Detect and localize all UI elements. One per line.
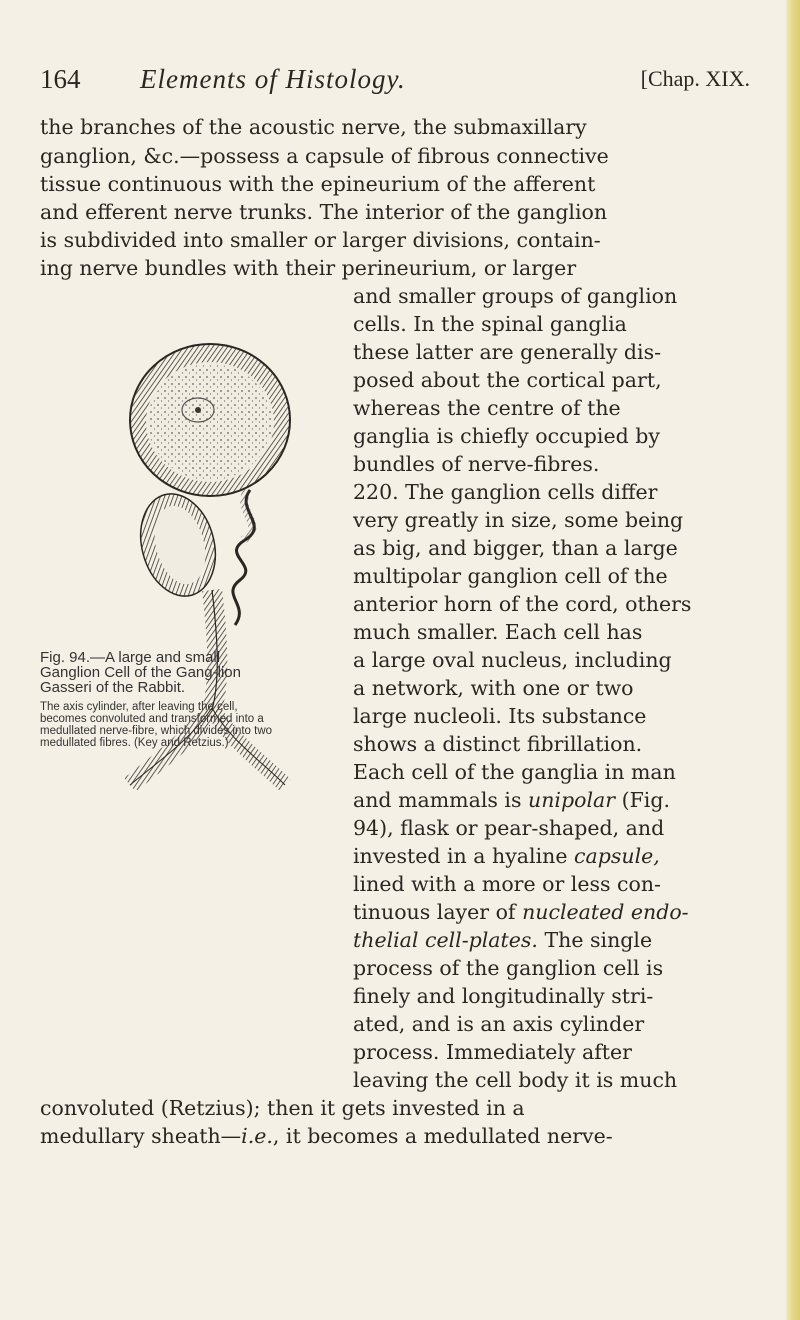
text-line: ated, and is an axis cylinder bbox=[353, 1012, 645, 1036]
text-line: tissue continuous with the epineurium of the afferent bbox=[40, 172, 596, 196]
text-line: ganglion, &c.—possess a capsule of fibrous connective bbox=[40, 144, 609, 168]
running-title: Elements of Histology. bbox=[140, 64, 406, 94]
text-line: these latter are generally dis- bbox=[353, 340, 662, 364]
text-line: a network, with one or two bbox=[353, 676, 634, 700]
italic-term: nucleated endo- bbox=[522, 900, 689, 924]
text-line: and mammals is unipolar (Fig. bbox=[353, 788, 670, 812]
text-line: process of the ganglion cell is bbox=[353, 956, 664, 980]
text-line: tinuous layer of nucleated endo- bbox=[353, 900, 689, 924]
text-line: medullary sheath—i.e., it becomes a medullated nerve- bbox=[40, 1124, 613, 1148]
text-line: 94), flask or pear-shaped, and bbox=[353, 816, 665, 840]
text-line: anterior horn of the cord, others bbox=[353, 592, 692, 616]
text-line: finely and longitudinally stri- bbox=[353, 984, 654, 1008]
text-line: thelial cell-plates. The single bbox=[353, 928, 653, 952]
text-line: a large oval nucleus, including bbox=[353, 648, 672, 672]
text-line: convoluted (Retzius); then it gets invested in a bbox=[40, 1096, 525, 1120]
chapter-label: [Chap. XIX. bbox=[640, 66, 750, 91]
text-line: cells. In the spinal ganglia bbox=[353, 312, 627, 336]
page-number: 164 bbox=[40, 64, 81, 94]
text-line: ing nerve bundles with their perineurium, or larger bbox=[40, 256, 577, 280]
text-line: and smaller groups of ganglion bbox=[353, 284, 678, 308]
text-line: the branches of the acoustic nerve, the submaxillary bbox=[40, 115, 587, 139]
text-line: much smaller. Each cell has bbox=[353, 620, 643, 644]
italic-term: thelial cell-plates. bbox=[353, 928, 538, 952]
page-edge bbox=[786, 0, 800, 1320]
text-line: posed about the cortical part, bbox=[353, 368, 662, 392]
text-line: process. Immediately after bbox=[353, 1040, 632, 1064]
italic-term: capsule, bbox=[574, 844, 660, 868]
text-line: whereas the centre of the bbox=[353, 396, 621, 420]
caption-body: The axis cylinder, after leaving the cell, becomes convoluted and transformed into a medullated nerve-fibre, which divides into two medullated fibres. (Key and Retzius.) bbox=[40, 701, 273, 749]
text-line: lined with a more or less con- bbox=[353, 872, 661, 896]
text-line: is subdivided into smaller or larger divisions, contain- bbox=[40, 228, 601, 252]
text-line: and efferent nerve trunks. The interior of the ganglion bbox=[40, 200, 608, 224]
italic-term: unipolar bbox=[528, 788, 616, 812]
text-line: leaving the cell body it is much bbox=[353, 1068, 678, 1092]
text-line: shows a distinct fibrillation. bbox=[353, 732, 643, 756]
text-line: ganglia is chiefly occupied by bbox=[353, 424, 660, 448]
running-header bbox=[40, 64, 750, 100]
text-line: as big, and bigger, than a large bbox=[353, 536, 678, 560]
text-line: large nucleoli. Its substance bbox=[353, 704, 647, 728]
text-line: very greatly in size, some being bbox=[353, 508, 684, 532]
caption-title: Fig. 94.—A large and small Ganglion Cell of the Gang-lion Gasseri of the Rabbit. bbox=[40, 649, 241, 696]
text-line: Each cell of the ganglia in man bbox=[353, 760, 676, 784]
text-line: bundles of nerve-fibres. bbox=[353, 452, 600, 476]
figure-caption bbox=[40, 650, 280, 749]
text-line: 220. The ganglion cells differ bbox=[353, 480, 658, 504]
text-line: invested in a hyaline capsule, bbox=[353, 844, 660, 868]
text-line: multipolar ganglion cell of the bbox=[353, 564, 668, 588]
